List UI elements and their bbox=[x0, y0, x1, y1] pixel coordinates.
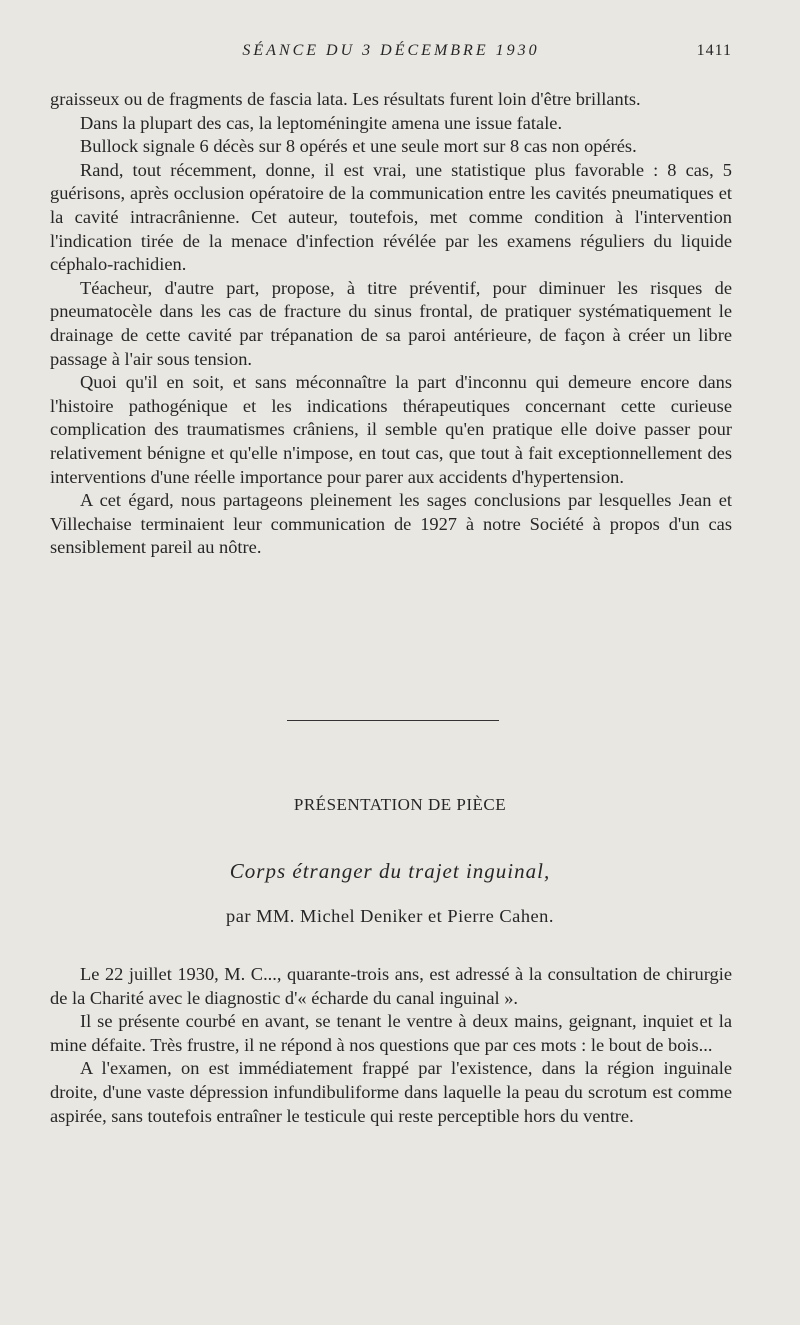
article-body bbox=[50, 963, 732, 1128]
section-heading: PRÉSENTATION DE PIÈCE bbox=[293, 795, 507, 814]
paragraph: A cet égard, nous partageons pleinement les sages conclusions par lesquelles Jean et Villechaise terminaient leur communication de 1927 à notre Société à propos d'un cas sensiblement pareil au nôtre. bbox=[50, 490, 732, 558]
paragraph: Bullock signale 6 décès sur 8 opérés et une seule mort sur 8 cas non opérés. bbox=[80, 136, 637, 157]
running-title: SÉANCE DU 3 DÉCEMBRE 1930 bbox=[242, 42, 540, 59]
running-header bbox=[50, 42, 732, 66]
paragraph: Le 22 juillet 1930, M. C..., quarante-trois ans, est adressé à la consultation de chirurgie de la Charité avec le diagnostic d'« écharde du canal inguinal ». bbox=[50, 964, 732, 1008]
paragraph: Rand, tout récemment, donne, il est vrai, une statistique plus favorable : 8 cas, 5 guérisons, après occlusion opératoire de la communication entre les cavités pneumatiques et la cavité intracrânienne. Cet auteur, toutefois, met comme condition à l'intervention l'indication tirée de la menace d'infection révélée par les examens réguliers du liquide céphalo-rachidien. bbox=[50, 159, 732, 275]
page-number: 1411 bbox=[696, 42, 732, 59]
continued-text-block bbox=[50, 88, 732, 560]
paragraph: Téacheur, d'autre part, propose, à titre préventif, pour diminuer les risques de pneumatocèle dans les cas de fracture du sinus frontal, de pratiquer systématiquement le drainage de cette cavité par trépanation de sa paroi antérieure, de façon à créer un libre passage à l'air sous tension. bbox=[50, 277, 732, 369]
paragraph: Il se présente courbé en avant, se tenant le ventre à deux mains, geignant, inquiet et la mine défaite. Très frustre, il ne répond à nos questions que par ces mots : le bout de bois... bbox=[50, 1011, 732, 1055]
article-byline: par MM. Michel Deniker et Pierre Cahen. bbox=[226, 906, 554, 926]
section-divider bbox=[287, 720, 499, 721]
paragraph: Dans la plupart des cas, la leptoméningite amena une issue fatale. bbox=[80, 112, 563, 133]
article-title: Corps étranger du trajet inguinal, bbox=[229, 859, 551, 883]
paragraph: graisseux ou de fragments de fascia lata. Les résultats furent loin d'être brillants. bbox=[50, 89, 641, 109]
paragraph: Quoi qu'il en soit, et sans méconnaître la part d'inconnu qui demeure encore dans l'histoire pathogénique et les indications thérapeutiques concernant cette curieuse complication des traumatismes crâniens, il semble qu'en pratique elle doive passer pour relativement bénigne et qu'elle n'impose, en tout cas, que tout à fait exceptionnellement des interventions d'une réelle importance pour parer aux accidents d'hypertension. bbox=[50, 372, 732, 487]
paragraph: A l'examen, on est immédiatement frappé par l'existence, dans la région inguinale droite, d'une vaste dépression infundibuliforme dans laquelle la peau du scrotum est comme aspirée, sans toutefois entraîner le testicule qui reste perceptible hors du ventre. bbox=[50, 1058, 732, 1126]
